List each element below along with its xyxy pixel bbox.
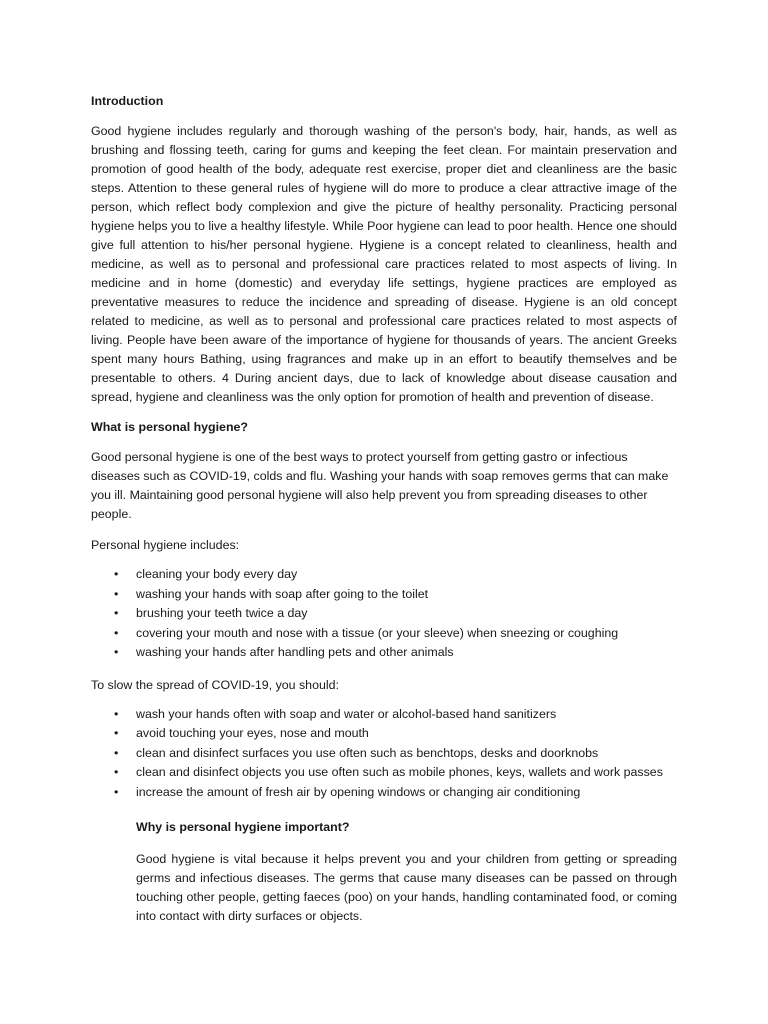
list-item [91,624,677,644]
bullet-icon: • [114,784,119,799]
list-item [91,604,677,624]
bullet-icon: • [114,726,119,740]
why-important-paragraph: Good hygiene is vital because it helps prevent you and your children from getting or spreading germs and infectious diseases. The germs that cause many diseases can be passed on through touching other people, getting faeces (poo) on your hands, handling contaminated food, or coming into contact with dirty surfaces or objects. [136,852,677,923]
introduction-heading: Introduction [91,94,164,108]
list-item-text: avoid touching your eyes, nose and mouth [136,726,369,740]
list-item [91,763,677,783]
includes-lead-text: Personal hygiene includes: [91,538,240,552]
list-item-text: clean and disinfect surfaces you use often such as benchtops, desks and doorknobs [136,745,599,760]
covid-list [91,705,677,803]
list-item [91,783,677,803]
bullet-icon: • [114,586,119,601]
introduction-paragraph: Good hygiene includes regularly and thorough washing of the person's body, hair, hands, as well as brushing and flossing teeth, caring for gums and keeping the feet clean. For maintain preservation and promotion of good health of the body, adequate rest exercise, proper diet and cleanliness are the basic steps. Attention to these general rules of hygiene will do more to produce a clear attractive image of the person, which reflect body complexion and give the picture of healthy personality. Practicing personal hygiene helps you to live a healthy lifestyle. While Poor hygiene can lead to poor health. Hence one should give full attention to his/her personal hygiene. Hygiene is a concept related to cleanliness, health and medicine, as well as to personal and professional care practices related to most aspects of living. In medicine and in home (domestic) and everyday life settings, hygiene practices are employed as preventative measures to reduce the incidence and spreading of disease. Hygiene is an old concept related to medicine, as well as to personal and professional care practices related to most aspects of living. People have been aware of the importance of hygiene for thousands of years. The ancient Greeks spent many hours Bathing, using fragrances and make up in an effort to beautify themselves and be presentable to others. 4 During ancient days, due to lack of knowledge about disease causation and spread, hygiene and cleanliness was the only option for promotion of health and prevention of disease. [91,124,677,404]
what-is-hygiene-heading: What is personal hygiene? [91,420,248,434]
bullet-icon: • [114,645,119,659]
bullet-icon: • [114,625,119,640]
list-item [91,724,677,744]
bullet-icon: • [114,745,119,760]
bullet-icon: • [114,706,119,721]
list-item [91,744,677,764]
bullet-icon: • [114,567,119,581]
list-item [91,565,677,585]
list-item [91,585,677,605]
list-item [91,705,677,725]
list-item-text: washing your hands after handling pets and other animals [136,645,454,659]
list-item-text: cleaning your body every day [136,567,298,581]
bullet-icon: • [114,765,119,779]
list-item [91,643,677,663]
list-item-text: brushing your teeth twice a day [136,606,308,620]
list-item-text: wash your hands often with soap and water or alcohol-based hand sanitizers [136,706,557,721]
includes-list [91,565,677,663]
what-is-hygiene-paragraph: Good personal hygiene is one of the best ways to protect yourself from getting gastro or infectious diseases such as COVID-19, colds and flu. Washing your hands with soap removes germs that can make you ill. Maintaining good personal hygiene will also help prevent you from spreading diseases to other people. [91,450,669,521]
bullet-icon: • [114,606,119,620]
list-item-text: increase the amount of fresh air by opening windows or changing air conditioning [136,784,581,799]
why-important-heading: Why is personal hygiene important? [136,820,350,834]
covid-lead-text: To slow the spread of COVID-19, you should: [91,677,339,692]
document-body [91,92,677,926]
list-item-text: washing your hands with soap after going to the toilet [136,586,429,601]
list-item-text: clean and disinfect objects you use often such as mobile phones, keys, wallets and work passes [136,765,663,779]
list-item-text: covering your mouth and nose with a tissue (or your sleeve) when sneezing or coughing [136,625,619,640]
